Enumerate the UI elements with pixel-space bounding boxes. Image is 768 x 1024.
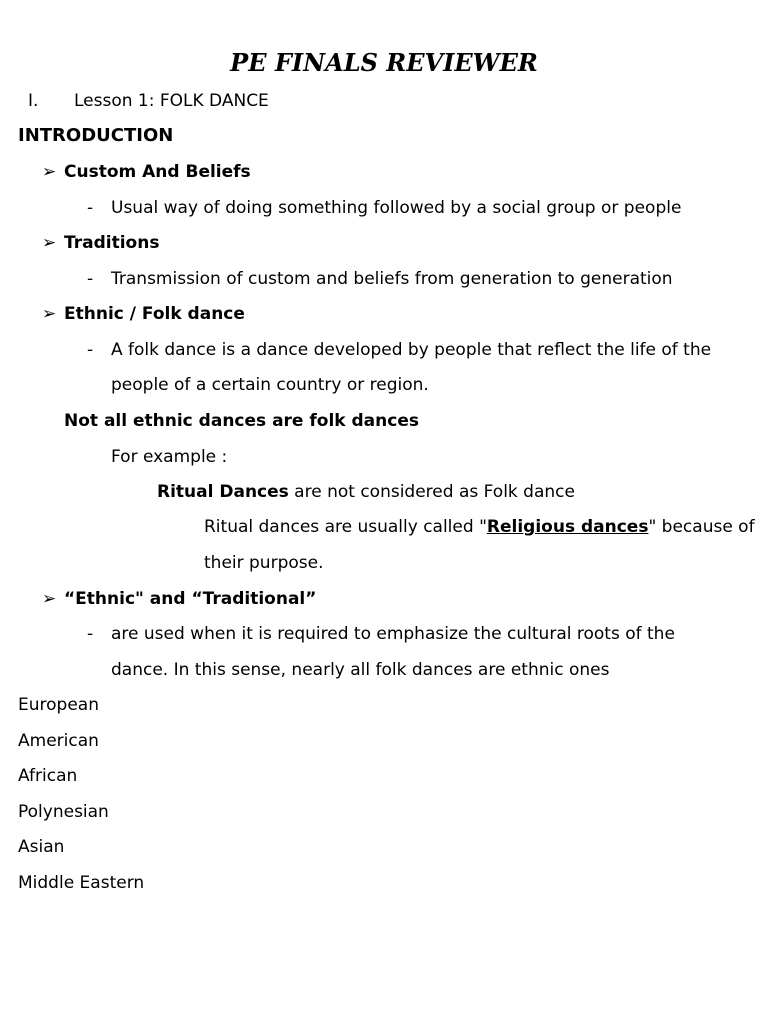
ritual-explanation-line2: their purpose. [204, 553, 324, 573]
lesson-number: I. [28, 91, 39, 111]
region-item: Asian [18, 837, 65, 857]
bullet-ethnic-and-traditional [42, 589, 316, 609]
section-heading-introduction: INTRODUCTION [18, 125, 174, 146]
definition-text: are used when it is required to emphasize the cultural roots of the [111, 624, 675, 644]
lesson-title: Lesson 1: FOLK DANCE [74, 91, 269, 111]
note-heading: Not all ethnic dances are folk dances [64, 411, 419, 431]
definition-custom-and-beliefs [87, 198, 681, 218]
definition-text: A folk dance is a dance developed by people that reflect the life of the [111, 340, 712, 360]
arrow-bullet-icon: ➢ [42, 304, 57, 324]
bullet-ethnic-folk-dance [42, 304, 245, 324]
arrow-bullet-icon: ➢ [42, 233, 57, 253]
definition-traditions [87, 269, 673, 289]
definition-text: Transmission of custom and beliefs from generation to generation [111, 269, 673, 289]
term-label: “Ethnic" and “Traditional” [64, 589, 317, 609]
region-item: Polynesian [18, 802, 109, 822]
bullet-custom-and-beliefs [42, 162, 251, 182]
dash-bullet-icon: - [87, 340, 94, 360]
definition-ethnic-traditional-line2: dance. In this sense, nearly all folk dances are ethnic ones [111, 660, 610, 680]
definition-text: Usual way of doing something followed by a social group or people [111, 198, 682, 218]
lesson-heading [28, 91, 269, 111]
arrow-bullet-icon: ➢ [42, 589, 57, 609]
region-item: European [18, 695, 99, 715]
dash-bullet-icon: - [87, 198, 94, 218]
region-item: Middle Eastern [18, 873, 145, 893]
term-label: Ethnic / Folk dance [64, 304, 245, 324]
definition-ethnic-folk-dance-line2: people of a certain country or region. [111, 375, 429, 395]
ritual-rest: are not considered as Folk dance [288, 482, 575, 502]
document-title: PE FINALS REVIEWER [230, 48, 538, 77]
example-label: For example : [111, 447, 228, 467]
term-label: Traditions [64, 233, 160, 253]
ritual-text-after: " because of [648, 517, 755, 537]
ritual-dances-line [157, 482, 575, 502]
ritual-term: Ritual Dances [157, 482, 289, 502]
bullet-traditions [42, 233, 159, 253]
term-label: Custom And Beliefs [64, 162, 251, 182]
definition-ethnic-folk-dance-line1 [87, 340, 711, 360]
region-item: African [18, 766, 78, 786]
ritual-explanation-line1 [204, 517, 755, 537]
arrow-bullet-icon: ➢ [42, 162, 57, 182]
dash-bullet-icon: - [87, 269, 94, 289]
religious-dances-emphasis: Religious dances [486, 517, 649, 537]
region-item: American [18, 731, 99, 751]
ritual-text-before: Ritual dances are usually called " [204, 517, 487, 537]
definition-ethnic-traditional-line1 [87, 624, 675, 644]
dash-bullet-icon: - [87, 624, 94, 644]
